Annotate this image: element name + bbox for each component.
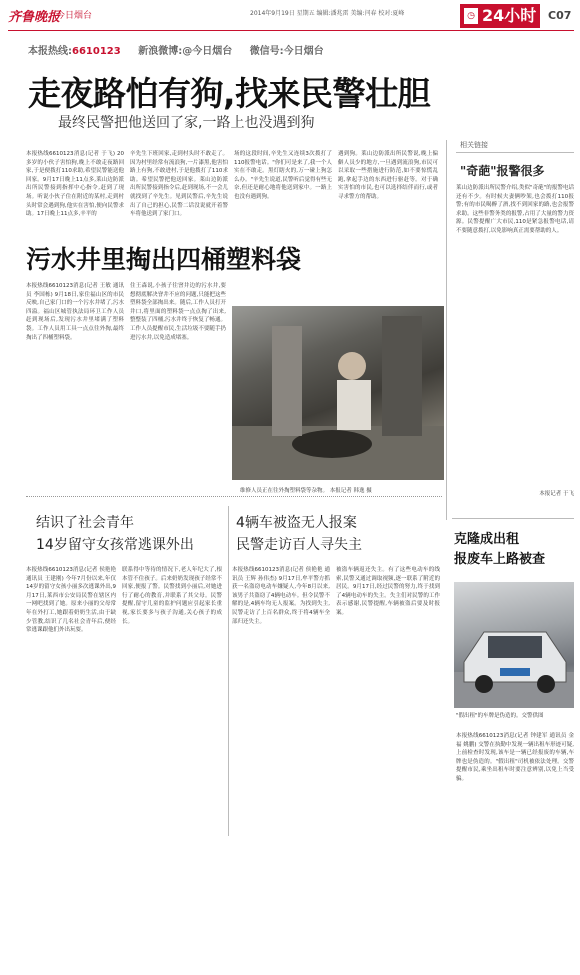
section-name: 今日烟台	[56, 11, 93, 21]
sidebar-headline2-line1: 克隆成出租	[454, 532, 520, 547]
story2-headline: 污水井里掏出四桶塑料袋	[26, 245, 302, 274]
story1-col1: 本报热线6610123消息(记者 于飞) 20多岁的小伙子害怕狗,晚上不敢走夜路回家,于是便拨打110求助,希望民警能送他回家。9月17日晚上11点多,莱山边防派出所民警接到指挥中心指令,赶到了现场。听说小伙子住在附近的某村,走到村头时常会遇到狗,他实在害怕,便向民警求助。17日晚上11点多,辛平的	[26, 151, 124, 218]
hotline-bar	[28, 42, 324, 57]
story4-col2: 被盗车辆返还失主。有了这些电动车的线索,民警又通过调取视频,逐一联系了附近的居民。9月17日,经过民警的努力,终于找到了4辆电动车的失主。失主们对民警的工作表示感谢,民警提醒,车辆被盗后要及时报案。	[336, 567, 440, 616]
story1-col2: 辛先生下班回家,走到村头时不敢走了。因为村里经常有流浪狗,一片漆黑,他害怕路上有狗,不敢进村,于是他拨打了110求助。希望民警把他送回家。莱山边防派出所民警接到指令后,赶到现场,不一会儿就找到了辛先生。见到民警后,辛先生说出了自己的担心,民警二话没说就开着警车将他送到了家门口。	[130, 151, 228, 218]
weibo-label: 新浪微博:@今日烟台	[138, 46, 233, 57]
hotline-label: 本报热线:	[28, 46, 72, 57]
sidebar-box-rule	[456, 152, 574, 153]
story3-headline-line2: 14岁留守女孩常逃课外出	[36, 537, 194, 553]
story3-col1: 本报热线6610123消息(记者 侯艳艳 通讯员 王建刚) 今年7月份以来,年仅14岁的留守女孩小丽多次逃课外出,9月17日,莱西市公安局民警在辖区内一网吧找到了她。原来小丽的父母常年在外打工,她跟着奶奶生活,由于缺少管教,结识了几名社会青年后,便经常逃课跟他们外出玩耍。	[26, 567, 116, 634]
story2-photo-caption: 维修人员正在往外掏塑料袋等杂物。 本报记者 韩逸 摄	[240, 488, 372, 494]
story2-col1: 本报热线6610123消息(记者 王敏 通讯员 李国栋) 9月18日,家住福山区的市民反映,自己家门口的一个污水井堵了,污水四溢。福山区城管执法局环卫工作人员赶到现场后,发现污水井里堵满了塑料袋。工作人员用工具一点点往外掏,最终掏出了四桶塑料袋。	[26, 283, 124, 341]
story1-col4: 遇到狗。莱山边防派出所民警说,晚上偏僻人员少的地方,一旦遇到流浪狗,市民可以采取一些措施进行防范,如不要惊慌乱跑,拿起手边的东西进行驱赶等。对于确实害怕的市民,也可以选择结伴而行,或者寻求警方的帮助。	[338, 151, 438, 200]
sidebar-byline: 本报记者 于飞	[539, 491, 574, 497]
story3-headline-line1: 结识了社会青年	[36, 515, 134, 531]
channel-title: 24小时	[482, 6, 537, 25]
page-number: C07	[548, 9, 572, 22]
sidebar-text2: 本报热线6610123消息(记者 钟建军 通讯员 金福 姚鹏) 交警在执勤中发现一辆出租车形迹可疑,上前检查时发现,该车是一辆已经报废的车辆,车牌也是伪造的。"假出租"司机被依法处理。交警提醒市民,乘坐出租车时要注意辨别,以免上当受骗。	[456, 733, 574, 782]
sidebar-separator	[452, 518, 574, 519]
sidebar-headline2-line2: 报废车上路被查	[454, 552, 546, 567]
hotline-number: 6610123	[72, 46, 121, 57]
sidebar-rule	[446, 140, 447, 520]
issue-meta: 2014年9月19日 星期五 编辑:潘兆雷 美编:闫春 校对:夏峰	[250, 10, 405, 17]
sidebar-headline2	[454, 530, 545, 570]
drain-photo-illustration	[232, 306, 444, 480]
paper-logo: 齐鲁晚报	[8, 10, 61, 25]
story3-col2: 联系得中等待的情况下,老人年纪大了,根本管不住孩子。后来奶奶发现孩子经常不回家,便报了警。民警找到小丽后,对她进行了耐心的教育,并联系了其父母。民警提醒,留守儿童的监护问题应引起家长重视,家长要多与孩子沟通,关心孩子的成长。	[122, 567, 222, 625]
sidebar-headline: "奇葩"报警很多	[460, 164, 545, 178]
story2-photo	[232, 306, 444, 480]
story1-subhead: 最终民警把他送回了家,一路上也没遇到狗	[58, 115, 315, 131]
wechat-label: 微信号:今日烟台	[249, 46, 324, 57]
sidebar-photo	[454, 582, 574, 708]
story1-headline: 走夜路怕有狗,找来民警壮胆	[28, 74, 431, 113]
taxi-photo-illustration	[454, 582, 574, 708]
story4-col1: 本报热线6610123消息(记者 侯艳艳 通讯员 王辉 孙伟杰) 9月17日,牟平警方抓获一名盗窃电动车嫌疑人,今年8月以来,该男子共盗窃了4辆电动车。但令民警不解的是,4辆车均无人报案。为找到失主,民警走访了上百名群众,终于将4辆车全部归还失主。	[232, 567, 330, 625]
story2-col2: 住王森说,小孩子往窨井边的污水井,要想彻底解决窨井不应的问题,只能把这些塑料袋全部掏出来。随后,工作人员打开井口,将里面的塑料袋一点点掏了出来,整整装了四桶,污水井终于恢复了畅通。工作人员提醒市民,生活垃圾不要随手扔进污水井,以免造成堵塞。	[130, 283, 226, 341]
sidebar-text: 莱山边防派出所民警介绍,类似"奇葩"的报警电话还有不少。有时候夫妻俩吵架,也会拨打110报警;有的市民喝醉了酒,找不到回家的路,也会报警求助。这些非警务类的报警,占用了大量的警力资源。民警提醒广大市民,110是紧急报警电话,请不要随意拨打,以免影响真正需要帮助的人。	[456, 185, 574, 234]
clock-icon: ◷	[464, 8, 478, 24]
story1-col3: 场的这段时间,辛先生又连续3次拨打了110报警电话。"你们可是来了,我一个人实在不敢走。黑灯瞎火的,万一碰上狗怎么办。"辛先生说道,民警听后觉得有些无奈,但还是耐心地将他送到家中。一路上也没有遇到狗。	[234, 151, 332, 200]
masthead-rule	[8, 30, 574, 31]
story4-headline	[236, 512, 362, 556]
section-divider	[26, 496, 442, 497]
story4-headline-line1: 4辆车被盗无人报案	[236, 515, 357, 531]
sidebar-box-title: 相关链接	[460, 141, 488, 149]
story4-headline-line2: 民警走访百人寻失主	[236, 537, 362, 553]
sidebar-photo-caption: "假出租"的车牌是伪造的。交警供图	[456, 713, 544, 719]
story3-headline	[36, 512, 194, 556]
column-rule	[228, 506, 229, 836]
